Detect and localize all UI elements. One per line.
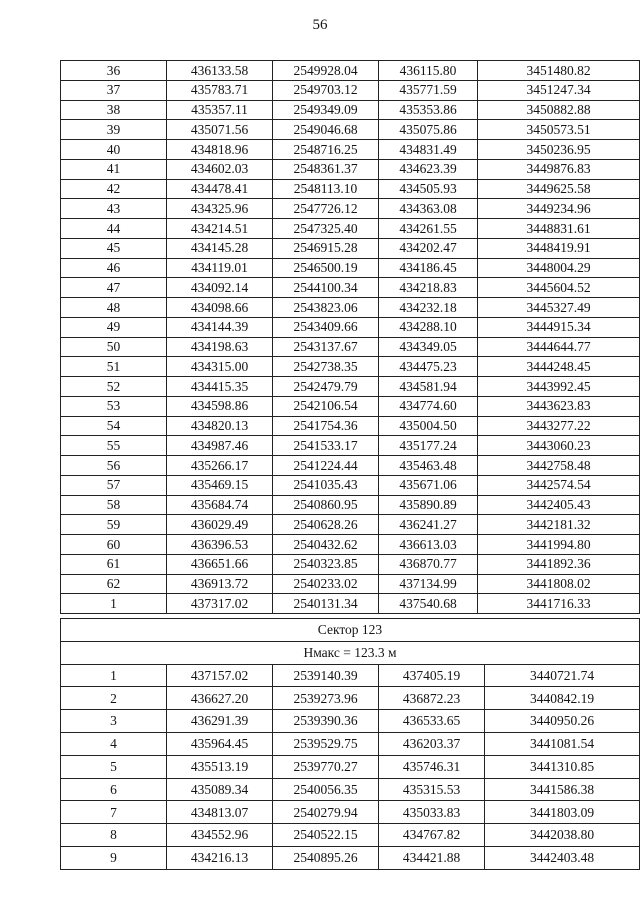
coordinate-cell: 434315.00 <box>167 357 273 377</box>
coordinate-cell: 2539140.39 <box>273 664 379 687</box>
sector-title: Сектор 123 <box>61 619 640 642</box>
coordinate-cell: 434421.88 <box>379 846 485 869</box>
coordinate-cell: 2540233.02 <box>273 574 379 594</box>
coordinate-cell: 2540323.85 <box>273 554 379 574</box>
coordinate-cell: 434218.83 <box>379 278 478 298</box>
coordinate-cell: 2549046.68 <box>273 120 379 140</box>
coordinate-cell: 3443060.23 <box>478 436 640 456</box>
coordinate-cell: 3448004.29 <box>478 258 640 278</box>
point-number-cell: 2 <box>61 687 167 710</box>
point-number-cell: 62 <box>61 574 167 594</box>
coordinate-cell: 3441808.02 <box>478 574 640 594</box>
coordinate-cell: 2548716.25 <box>273 140 379 160</box>
point-number-cell: 1 <box>61 594 167 614</box>
coordinates-table-continued <box>60 60 640 614</box>
coordinate-cell: 436115.80 <box>379 61 478 81</box>
coordinate-cell: 436613.03 <box>379 535 478 555</box>
coordinate-cell: 2546915.28 <box>273 238 379 258</box>
coordinate-cell: 3448831.61 <box>478 219 640 239</box>
coordinate-cell: 434092.14 <box>167 278 273 298</box>
table-row <box>61 61 640 81</box>
coordinate-cell: 435315.53 <box>379 778 485 801</box>
coordinate-cell: 3440721.74 <box>485 664 640 687</box>
coordinate-cell: 436870.77 <box>379 554 478 574</box>
table-row <box>61 755 640 778</box>
coordinate-cell: 436029.49 <box>167 515 273 535</box>
coordinate-cell: 3445327.49 <box>478 298 640 318</box>
coordinate-cell: 434552.96 <box>167 824 273 847</box>
coordinate-cell: 434119.01 <box>167 258 273 278</box>
point-number-cell: 49 <box>61 317 167 337</box>
table-row <box>61 456 640 476</box>
table-row <box>61 140 640 160</box>
coordinate-cell: 434363.08 <box>379 199 478 219</box>
point-number-cell: 55 <box>61 436 167 456</box>
coordinate-cell: 436913.72 <box>167 574 273 594</box>
coordinate-cell: 2540522.15 <box>273 824 379 847</box>
coordinate-cell: 434198.63 <box>167 337 273 357</box>
coordinate-cell: 2548361.37 <box>273 159 379 179</box>
coordinate-cell: 434767.82 <box>379 824 485 847</box>
coordinate-cell: 3443277.22 <box>478 416 640 436</box>
point-number-cell: 53 <box>61 396 167 416</box>
coordinate-cell: 436241.27 <box>379 515 478 535</box>
point-number-cell: 54 <box>61 416 167 436</box>
sector-hmax: Нмакс = 123.3 м <box>61 641 640 664</box>
table-row <box>61 238 640 258</box>
coordinate-cell: 436627.20 <box>167 687 273 710</box>
table-row <box>61 199 640 219</box>
point-number-cell: 45 <box>61 238 167 258</box>
point-number-cell: 1 <box>61 664 167 687</box>
table-row <box>61 317 640 337</box>
coordinate-cell: 2546500.19 <box>273 258 379 278</box>
coordinate-cell: 3440950.26 <box>485 710 640 733</box>
coordinate-cell: 434325.96 <box>167 199 273 219</box>
table-row <box>61 80 640 100</box>
table-row <box>61 337 640 357</box>
coordinate-cell: 2540628.26 <box>273 515 379 535</box>
coordinate-cell: 434602.03 <box>167 159 273 179</box>
sector-123-table <box>60 618 640 870</box>
coordinate-cell: 434202.47 <box>379 238 478 258</box>
coordinate-cell: 437317.02 <box>167 594 273 614</box>
coordinate-cell: 2549349.09 <box>273 100 379 120</box>
table-row <box>61 100 640 120</box>
point-number-cell: 61 <box>61 554 167 574</box>
coordinate-cell: 2539529.75 <box>273 732 379 755</box>
coordinate-cell: 434214.51 <box>167 219 273 239</box>
coordinate-cell: 3442403.48 <box>485 846 640 869</box>
coordinate-cell: 2540056.35 <box>273 778 379 801</box>
coordinate-cell: 435353.86 <box>379 100 478 120</box>
coordinate-cell: 3441892.36 <box>478 554 640 574</box>
coordinate-cell: 437134.99 <box>379 574 478 594</box>
coordinate-cell: 435746.31 <box>379 755 485 778</box>
coordinate-cell: 437405.19 <box>379 664 485 687</box>
point-number-cell: 56 <box>61 456 167 476</box>
point-number-cell: 41 <box>61 159 167 179</box>
coordinate-cell: 436133.58 <box>167 61 273 81</box>
coordinate-cell: 3441310.85 <box>485 755 640 778</box>
sector-hmax-row <box>61 641 640 664</box>
coordinate-cell: 2549703.12 <box>273 80 379 100</box>
coordinate-cell: 3442405.43 <box>478 495 640 515</box>
coordinate-cell: 434774.60 <box>379 396 478 416</box>
coordinate-cell: 3451247.34 <box>478 80 640 100</box>
table-row <box>61 416 640 436</box>
coordinate-cell: 434598.86 <box>167 396 273 416</box>
coordinate-cell: 434581.94 <box>379 377 478 397</box>
coordinate-cell: 3449625.58 <box>478 179 640 199</box>
coordinate-cell: 3448419.91 <box>478 238 640 258</box>
table-row <box>61 159 640 179</box>
coordinate-cell: 3441803.09 <box>485 801 640 824</box>
coordinate-cell: 435469.15 <box>167 475 273 495</box>
table-row <box>61 495 640 515</box>
table-row <box>61 357 640 377</box>
coordinate-cell: 2541035.43 <box>273 475 379 495</box>
table-row <box>61 298 640 318</box>
coordinate-cell: 2541754.36 <box>273 416 379 436</box>
coordinate-cell: 2539770.27 <box>273 755 379 778</box>
coordinate-cell: 434261.55 <box>379 219 478 239</box>
table-row <box>61 475 640 495</box>
coordinate-cell: 3444248.45 <box>478 357 640 377</box>
point-number-cell: 40 <box>61 140 167 160</box>
coordinate-cell: 434820.13 <box>167 416 273 436</box>
coordinate-cell: 2542738.35 <box>273 357 379 377</box>
point-number-cell: 9 <box>61 846 167 869</box>
coordinate-cell: 3444644.77 <box>478 337 640 357</box>
point-number-cell: 36 <box>61 61 167 81</box>
point-number-cell: 42 <box>61 179 167 199</box>
table-row <box>61 120 640 140</box>
point-number-cell: 51 <box>61 357 167 377</box>
coordinate-cell: 3440842.19 <box>485 687 640 710</box>
table-row <box>61 219 640 239</box>
coordinate-cell: 3441586.38 <box>485 778 640 801</box>
coordinate-cell: 3449876.83 <box>478 159 640 179</box>
point-number-cell: 50 <box>61 337 167 357</box>
table-row <box>61 258 640 278</box>
coordinate-cell: 434288.10 <box>379 317 478 337</box>
coordinate-cell: 434186.45 <box>379 258 478 278</box>
coordinate-cell: 3443992.45 <box>478 377 640 397</box>
coordinate-cell: 2540895.26 <box>273 846 379 869</box>
point-number-cell: 43 <box>61 199 167 219</box>
coordinate-cell: 436396.53 <box>167 535 273 555</box>
coordinate-cell: 434415.35 <box>167 377 273 397</box>
coordinate-cell: 434216.13 <box>167 846 273 869</box>
coordinate-cell: 3450882.88 <box>478 100 640 120</box>
coordinate-cell: 435075.86 <box>379 120 478 140</box>
coordinate-cell: 435463.48 <box>379 456 478 476</box>
coordinate-cell: 436651.66 <box>167 554 273 574</box>
coordinate-cell: 2540279.94 <box>273 801 379 824</box>
point-number-cell: 6 <box>61 778 167 801</box>
coordinate-cell: 434818.96 <box>167 140 273 160</box>
table-row <box>61 687 640 710</box>
coordinate-cell: 2542479.79 <box>273 377 379 397</box>
table-row <box>61 515 640 535</box>
table-row <box>61 278 640 298</box>
coordinate-cell: 3442181.32 <box>478 515 640 535</box>
point-number-cell: 60 <box>61 535 167 555</box>
coordinate-cell: 2549928.04 <box>273 61 379 81</box>
coordinate-cell: 3442038.80 <box>485 824 640 847</box>
coordinate-cell: 3441716.33 <box>478 594 640 614</box>
point-number-cell: 47 <box>61 278 167 298</box>
coordinate-cell: 3444915.34 <box>478 317 640 337</box>
coordinate-cell: 3451480.82 <box>478 61 640 81</box>
point-number-cell: 3 <box>61 710 167 733</box>
table-row <box>61 574 640 594</box>
coordinate-cell: 2540432.62 <box>273 535 379 555</box>
coordinate-cell: 435089.34 <box>167 778 273 801</box>
coordinate-cell: 435266.17 <box>167 456 273 476</box>
table-row <box>61 778 640 801</box>
coordinate-cell: 435890.89 <box>379 495 478 515</box>
table-row <box>61 594 640 614</box>
point-number-cell: 46 <box>61 258 167 278</box>
coordinate-cell: 435357.11 <box>167 100 273 120</box>
coordinate-cell: 434144.39 <box>167 317 273 337</box>
coordinate-cell: 2541533.17 <box>273 436 379 456</box>
table-row <box>61 732 640 755</box>
point-number-cell: 57 <box>61 475 167 495</box>
table-row <box>61 535 640 555</box>
coordinate-cell: 436291.39 <box>167 710 273 733</box>
coordinate-cell: 2543137.67 <box>273 337 379 357</box>
point-number-cell: 39 <box>61 120 167 140</box>
coordinate-cell: 2539273.96 <box>273 687 379 710</box>
table-row <box>61 664 640 687</box>
coordinate-cell: 434987.46 <box>167 436 273 456</box>
coordinate-cell: 434813.07 <box>167 801 273 824</box>
coordinate-cell: 2543409.66 <box>273 317 379 337</box>
coordinate-cell: 3443623.83 <box>478 396 640 416</box>
coordinate-cell: 436872.23 <box>379 687 485 710</box>
coordinate-cell: 3442758.48 <box>478 456 640 476</box>
coordinate-cell: 434098.66 <box>167 298 273 318</box>
point-number-cell: 37 <box>61 80 167 100</box>
point-number-cell: 59 <box>61 515 167 535</box>
table-row <box>61 179 640 199</box>
coordinate-cell: 435071.56 <box>167 120 273 140</box>
table-row <box>61 801 640 824</box>
point-number-cell: 44 <box>61 219 167 239</box>
coordinate-cell: 434505.93 <box>379 179 478 199</box>
coordinate-cell: 436203.37 <box>379 732 485 755</box>
coordinate-cell: 435783.71 <box>167 80 273 100</box>
sector-title-row <box>61 619 640 642</box>
coordinate-cell: 2547325.40 <box>273 219 379 239</box>
point-number-cell: 52 <box>61 377 167 397</box>
table-row <box>61 710 640 733</box>
coordinate-cell: 2547726.12 <box>273 199 379 219</box>
coordinate-cell: 2542106.54 <box>273 396 379 416</box>
coordinate-cell: 3450573.51 <box>478 120 640 140</box>
coordinate-cell: 2543823.06 <box>273 298 379 318</box>
point-number-cell: 58 <box>61 495 167 515</box>
coordinate-cell: 435177.24 <box>379 436 478 456</box>
coordinate-cell: 435964.45 <box>167 732 273 755</box>
coordinate-cell: 3449234.96 <box>478 199 640 219</box>
point-number-cell: 7 <box>61 801 167 824</box>
coordinate-cell: 2544100.34 <box>273 278 379 298</box>
coordinate-cell: 2541224.44 <box>273 456 379 476</box>
page-number: 56 <box>312 17 328 33</box>
coordinate-cell: 436533.65 <box>379 710 485 733</box>
coordinate-cell: 434349.05 <box>379 337 478 357</box>
coordinate-cell: 434232.18 <box>379 298 478 318</box>
point-number-cell: 48 <box>61 298 167 318</box>
coordinate-cell: 3441081.54 <box>485 732 640 755</box>
point-number-cell: 5 <box>61 755 167 778</box>
table-row <box>61 554 640 574</box>
coordinate-cell: 2540131.34 <box>273 594 379 614</box>
coordinate-cell: 3450236.95 <box>478 140 640 160</box>
coordinate-cell: 435671.06 <box>379 475 478 495</box>
coordinate-cell: 434475.23 <box>379 357 478 377</box>
coordinate-cell: 2539390.36 <box>273 710 379 733</box>
coordinate-cell: 434478.41 <box>167 179 273 199</box>
coordinate-cell: 434145.28 <box>167 238 273 258</box>
coordinate-cell: 435004.50 <box>379 416 478 436</box>
coordinate-cell: 3445604.52 <box>478 278 640 298</box>
coordinate-cell: 435033.83 <box>379 801 485 824</box>
coordinate-cell: 437157.02 <box>167 664 273 687</box>
coordinate-cell: 2540860.95 <box>273 495 379 515</box>
table-row <box>61 396 640 416</box>
coordinate-cell: 434623.39 <box>379 159 478 179</box>
coordinate-cell: 3442574.54 <box>478 475 640 495</box>
table-row <box>61 436 640 456</box>
coordinate-cell: 435771.59 <box>379 80 478 100</box>
point-number-cell: 38 <box>61 100 167 120</box>
table-row <box>61 846 640 869</box>
coordinate-cell: 435684.74 <box>167 495 273 515</box>
point-number-cell: 4 <box>61 732 167 755</box>
coordinate-cell: 437540.68 <box>379 594 478 614</box>
point-number-cell: 8 <box>61 824 167 847</box>
coordinate-cell: 2548113.10 <box>273 179 379 199</box>
coordinate-cell: 435513.19 <box>167 755 273 778</box>
coordinate-cell: 3441994.80 <box>478 535 640 555</box>
table-row <box>61 377 640 397</box>
table-row <box>61 824 640 847</box>
coordinate-cell: 434831.49 <box>379 140 478 160</box>
